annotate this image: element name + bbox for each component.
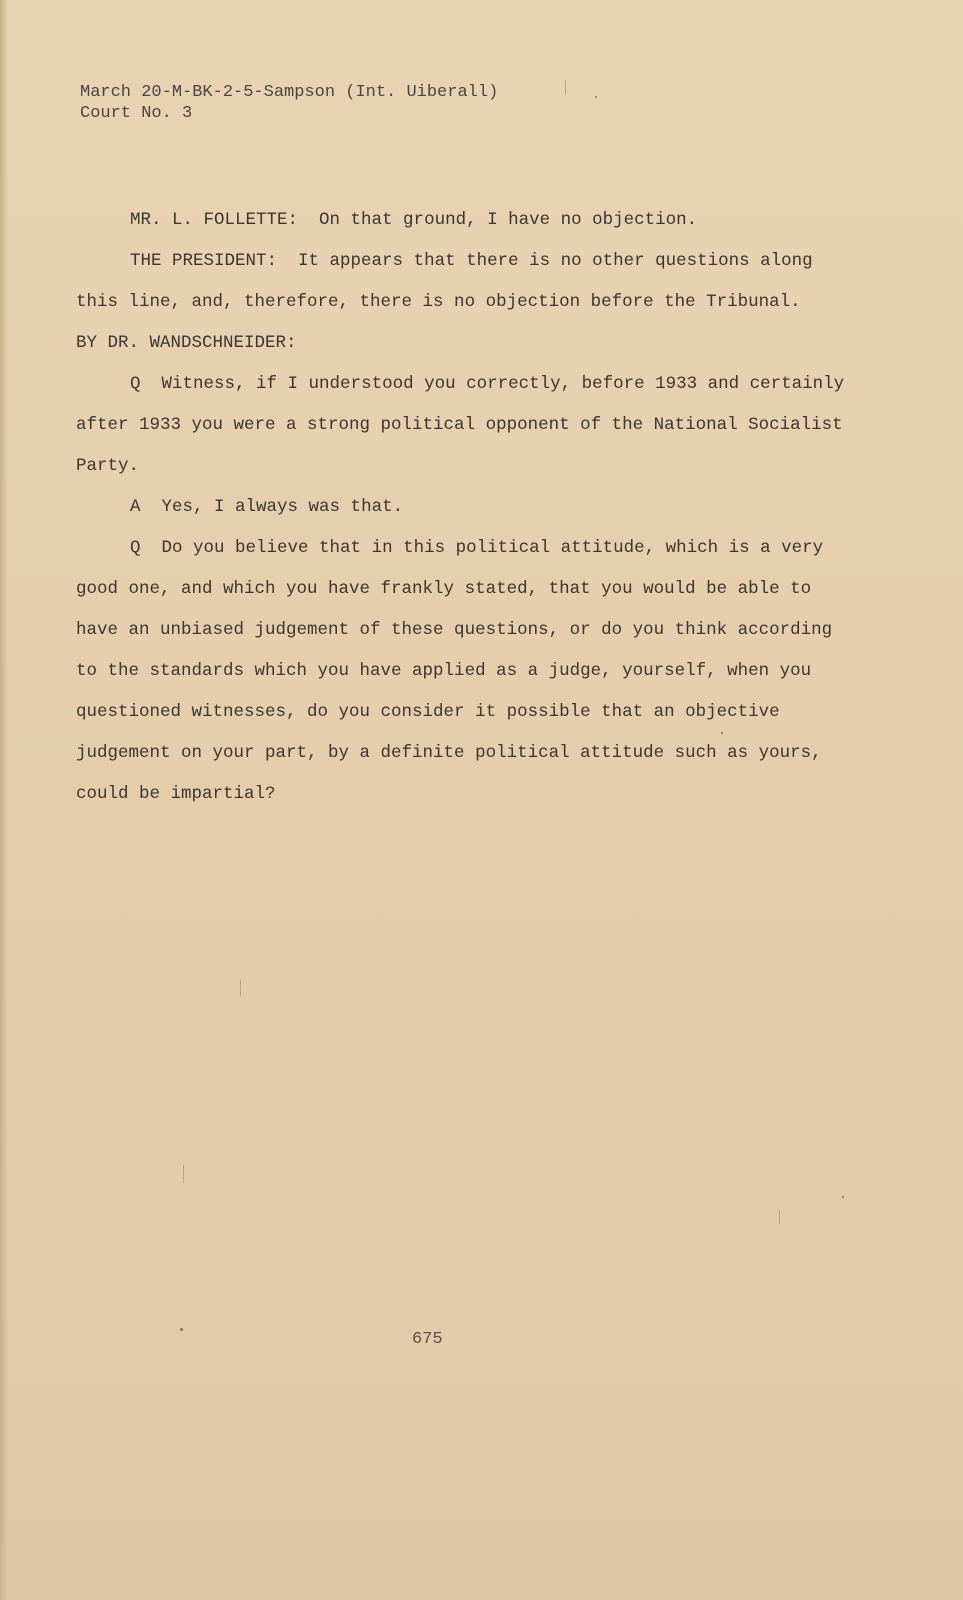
speaker-label: Q bbox=[130, 538, 141, 558]
paper-speck bbox=[595, 96, 597, 98]
document-header bbox=[80, 82, 498, 124]
entry-text: Witness, if I understood you correctly, before 1933 and certainly after 1933 you were a strong political opponent of the National Socialist Party. bbox=[76, 374, 845, 476]
header-line-1: March 20-M-BK-2-5-Sampson (Int. Uiberall) bbox=[80, 83, 499, 102]
paper-scratch bbox=[565, 80, 566, 94]
transcript-entry-question-1 bbox=[76, 364, 856, 487]
paper-speck bbox=[180, 1328, 183, 1331]
header-line-2: Court No. 3 bbox=[80, 104, 193, 123]
speaker-label: THE PRESIDENT: bbox=[130, 251, 278, 271]
speaker-label: Q bbox=[130, 374, 141, 394]
speaker-label: MR. L. FOLLETTE: bbox=[130, 210, 299, 230]
transcript-entry-answer-1 bbox=[76, 487, 856, 528]
transcript-entry-question-2 bbox=[76, 528, 856, 815]
paper-scratch bbox=[779, 1210, 780, 1224]
entry-text: BY DR. WANDSCHNEIDER: bbox=[76, 333, 297, 353]
examiner-heading bbox=[76, 323, 856, 364]
paper-speck bbox=[842, 1196, 844, 1198]
entry-text: Do you believe that in this political attitude, which is a very good one, and which you have frankly stated, that you would be able to have an unbiased judgement of these questions, or do you think according to the standards which you have applied as a judge, yourself, when you questioned witnesses, do you consider it possible that an objective judgement on your part, by a definite political attitude such as yours, could be impartial? bbox=[76, 538, 833, 804]
paper-scratch bbox=[240, 980, 241, 996]
speaker-label: A bbox=[130, 497, 141, 517]
page-edge-shadow bbox=[0, 0, 8, 1600]
transcript-entry-follette bbox=[76, 200, 856, 241]
entry-text: Yes, I always was that. bbox=[161, 497, 404, 517]
entry-text: It appears that there is no other questions along this line, and, therefore, there is no objection before the Tribunal. bbox=[76, 251, 813, 312]
page-number: 675 bbox=[412, 1330, 443, 1349]
paper-scratch bbox=[183, 1165, 184, 1183]
transcript-entry-president bbox=[76, 241, 856, 323]
paper-speck bbox=[721, 732, 723, 734]
entry-text: On that ground, I have no objection. bbox=[319, 210, 698, 230]
transcript-body bbox=[76, 200, 856, 815]
